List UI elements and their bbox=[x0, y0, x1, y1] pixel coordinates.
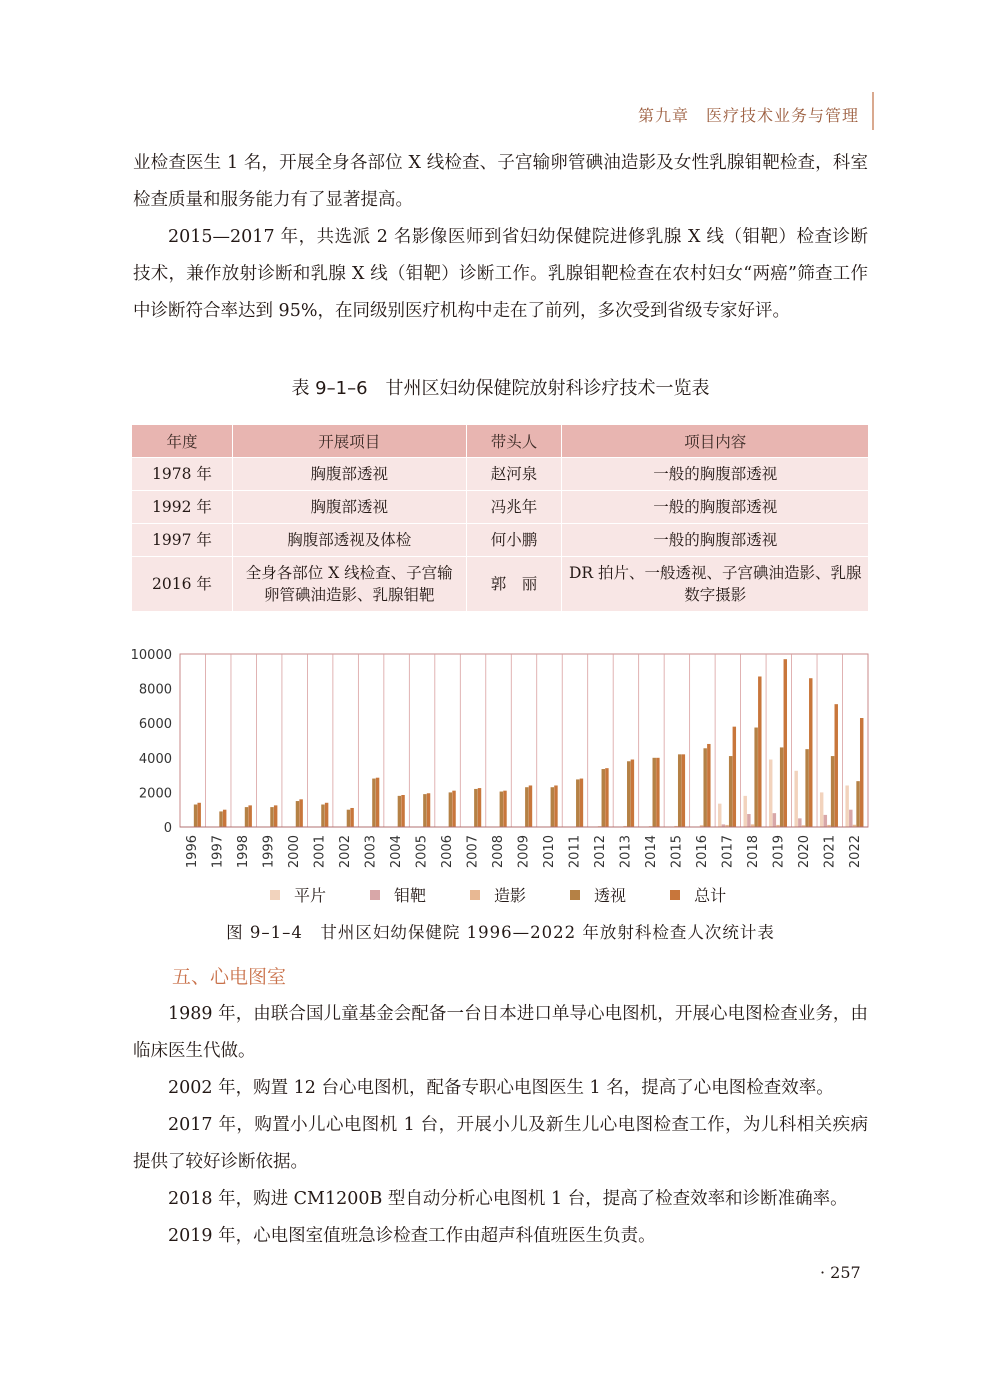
legend-item bbox=[670, 883, 726, 906]
x-tick-label: 2018 bbox=[745, 835, 761, 869]
bar bbox=[248, 805, 251, 827]
bar bbox=[350, 808, 353, 827]
section-paragraph: 2019 年，心电图室值班急诊检查工作由超声科值班医生负责。 bbox=[168, 1226, 656, 1246]
table-cell: 一般的胸腹部透视 bbox=[562, 458, 869, 491]
table-cell: 2016 年 bbox=[132, 557, 233, 612]
table-header-row bbox=[132, 425, 869, 458]
bar bbox=[474, 789, 477, 827]
legend-item bbox=[470, 883, 526, 906]
bar bbox=[296, 801, 299, 827]
section-paragraph: 1989 年，由联合国儿童基金会配备一台日本进口单导心电图机，开展心电图检查业务，由临床医生代做。 bbox=[133, 1004, 868, 1061]
bar bbox=[274, 805, 277, 827]
bar bbox=[525, 787, 528, 827]
table-cell: 冯兆年 bbox=[466, 491, 562, 524]
bar bbox=[376, 778, 379, 827]
paragraph-2: 2015—2017 年，共选派 2 名影像医师到省妇幼保健院进修乳腺 X 线（钼靶）检查诊断技术，兼作放射诊断和乳腺 X 线（钼靶）诊断工作。乳腺钼靶检查在农村妇女“两癌”筛查工作中诊断符合率达到 95%，在同级别医疗机构中走在了前列，多次受到省级专家好评。 bbox=[133, 227, 868, 321]
x-tick-label: 2000 bbox=[287, 835, 303, 869]
legend-swatch bbox=[470, 890, 480, 900]
bar bbox=[554, 785, 557, 827]
x-tick-label: 2014 bbox=[643, 835, 659, 869]
y-tick-label: 10000 bbox=[130, 648, 172, 663]
table-row bbox=[132, 491, 869, 524]
legend-swatch bbox=[270, 890, 280, 900]
bar bbox=[223, 810, 226, 827]
legend-item bbox=[370, 883, 426, 906]
x-tick-label: 2017 bbox=[720, 835, 736, 869]
x-tick-label: 1998 bbox=[236, 835, 252, 869]
bar bbox=[820, 792, 823, 827]
bar bbox=[321, 805, 324, 827]
table-cell: 一般的胸腹部透视 bbox=[562, 524, 869, 557]
legend-swatch bbox=[670, 890, 680, 900]
bar bbox=[860, 718, 863, 827]
bar bbox=[503, 791, 506, 827]
table-row bbox=[132, 557, 869, 612]
x-tick-label: 2021 bbox=[822, 835, 838, 869]
bar bbox=[398, 796, 401, 827]
table-cell: 全身各部位 X 线检查、子宫输卵管碘油造影、乳腺钼靶 bbox=[232, 557, 466, 612]
bar-chart-svg bbox=[120, 640, 880, 920]
section-paragraph: 2018 年，购进 CM1200B 型自动分析心电图机 1 台，提高了检查效率和诊断准确率。 bbox=[168, 1189, 848, 1209]
table-cell: 何小鹏 bbox=[466, 524, 562, 557]
x-tick-label: 2003 bbox=[363, 835, 379, 869]
bar bbox=[835, 704, 838, 827]
bar bbox=[602, 769, 605, 827]
bar bbox=[824, 815, 827, 827]
legend-label: 造影 bbox=[494, 886, 527, 905]
bar bbox=[678, 754, 681, 827]
bar bbox=[551, 787, 554, 827]
x-tick-label: 2015 bbox=[669, 835, 685, 869]
x-tick-label: 2002 bbox=[338, 835, 354, 869]
table-cell: 赵河泉 bbox=[466, 458, 562, 491]
bar bbox=[325, 803, 328, 827]
bar bbox=[529, 785, 532, 827]
x-tick-label: 2022 bbox=[847, 835, 863, 869]
section-paragraph: 2002 年，购置 12 台心电图机，配备专职心电图医生 1 名，提高了心电图检查效率。 bbox=[168, 1078, 834, 1098]
bar bbox=[500, 792, 503, 827]
x-tick-label: 2006 bbox=[440, 835, 456, 869]
legend-swatch bbox=[370, 890, 380, 900]
tech-table bbox=[131, 424, 869, 612]
x-tick-label: 2001 bbox=[312, 835, 328, 869]
bar bbox=[773, 813, 776, 827]
x-tick-label: 2007 bbox=[465, 835, 481, 869]
bar bbox=[780, 747, 783, 827]
legend-label: 总计 bbox=[694, 886, 727, 905]
legend-item bbox=[270, 883, 326, 906]
legend-label: 透视 bbox=[594, 886, 627, 905]
table-cell: 胸腹部透视 bbox=[232, 491, 466, 524]
x-tick-label: 1999 bbox=[261, 835, 277, 869]
bar bbox=[627, 761, 630, 827]
bar bbox=[718, 804, 721, 827]
bar bbox=[245, 807, 248, 827]
chapter-header: 第九章 医疗技术业务与管理 bbox=[637, 106, 859, 125]
bar bbox=[580, 779, 583, 827]
x-tick-label: 2011 bbox=[567, 835, 583, 869]
y-tick-label: 6000 bbox=[138, 717, 172, 733]
bar bbox=[744, 796, 747, 827]
section-title: 五、心电图室 bbox=[172, 966, 287, 988]
section-paragraph: 2017 年，购置小儿心电图机 1 台，开展小儿及新生儿心电图检查工作，为儿科相关疾病提供了较好诊断依据。 bbox=[133, 1115, 868, 1172]
table-cell: 胸腹部透视及体检 bbox=[232, 524, 466, 557]
legend-item bbox=[570, 883, 626, 906]
paragraph-1: 业检查医生 1 名，开展全身各部位 X 线检查、子宫输卵管碘油造影及女性乳腺钼靶检查，科室检查质量和服务能力有了显著提高。 bbox=[133, 153, 868, 210]
x-tick-label: 2010 bbox=[541, 835, 557, 869]
bar bbox=[194, 805, 197, 827]
y-tick-label: 8000 bbox=[138, 682, 172, 698]
bar bbox=[798, 818, 801, 827]
bar bbox=[758, 676, 761, 827]
header-cell: 带头人 bbox=[466, 425, 562, 458]
bar bbox=[219, 811, 222, 827]
x-tick-label: 2005 bbox=[414, 835, 430, 869]
bar bbox=[347, 810, 350, 827]
x-tick-label: 2019 bbox=[771, 835, 787, 869]
table-cell: 一般的胸腹部透视 bbox=[562, 491, 869, 524]
x-tick-label: 2020 bbox=[796, 835, 812, 869]
bar bbox=[733, 727, 736, 827]
header-divider bbox=[872, 92, 874, 130]
page-number: · 257 bbox=[820, 1263, 861, 1282]
y-tick-label: 2000 bbox=[138, 786, 172, 802]
bar bbox=[423, 794, 426, 827]
bar bbox=[652, 758, 655, 827]
header-cell: 项目内容 bbox=[562, 425, 869, 458]
bar bbox=[372, 779, 375, 827]
table-cell: 1992 年 bbox=[132, 491, 233, 524]
legend-label: 平片 bbox=[294, 886, 327, 905]
plot-frame bbox=[180, 654, 868, 827]
table-title: 表 9–1–6 甘州区妇幼保健院放射科诊疗技术一览表 bbox=[291, 378, 710, 399]
bar bbox=[805, 749, 808, 827]
bar bbox=[682, 754, 685, 827]
bar bbox=[784, 659, 787, 827]
table-cell: 胸腹部透视 bbox=[232, 458, 466, 491]
bar bbox=[856, 781, 859, 827]
bar bbox=[729, 756, 732, 827]
bar bbox=[754, 728, 757, 827]
header-cell: 年度 bbox=[132, 425, 233, 458]
table-row bbox=[132, 458, 869, 491]
x-tick-label: 2016 bbox=[694, 835, 710, 869]
x-tick-label: 1997 bbox=[210, 835, 226, 869]
bar bbox=[452, 791, 455, 827]
x-tick-label: 2008 bbox=[491, 835, 507, 869]
table-cell: DR 拍片、一般透视、子宫碘油造影、乳腺数字摄影 bbox=[562, 557, 869, 612]
bar bbox=[703, 748, 706, 827]
table-cell: 郭 丽 bbox=[466, 557, 562, 612]
table-cell: 1978 年 bbox=[132, 458, 233, 491]
bar bbox=[769, 760, 772, 827]
x-tick-label: 2013 bbox=[618, 835, 634, 869]
bar bbox=[576, 779, 579, 827]
bar-chart bbox=[120, 640, 880, 920]
table-row bbox=[132, 524, 869, 557]
header-cell: 开展项目 bbox=[232, 425, 466, 458]
bar bbox=[747, 814, 750, 827]
bar bbox=[631, 760, 634, 827]
bar bbox=[270, 807, 273, 827]
y-tick-label: 0 bbox=[163, 821, 172, 836]
bar bbox=[794, 771, 797, 827]
x-tick-label: 2012 bbox=[592, 835, 608, 869]
bar bbox=[605, 768, 608, 827]
bar bbox=[849, 810, 852, 827]
bar bbox=[831, 756, 834, 827]
x-tick-label: 2004 bbox=[389, 835, 405, 869]
bar bbox=[656, 758, 659, 827]
y-tick-label: 4000 bbox=[138, 751, 172, 767]
figure-caption: 图 9–1–4 甘州区妇幼保健院 1996—2022 年放射科检查人次统计表 bbox=[226, 923, 775, 942]
table-cell: 1997 年 bbox=[132, 524, 233, 557]
bar bbox=[809, 678, 812, 827]
bar bbox=[449, 792, 452, 827]
x-tick-label: 2009 bbox=[516, 835, 532, 869]
bar bbox=[299, 799, 302, 827]
chart-legend bbox=[270, 883, 770, 906]
bar bbox=[845, 785, 848, 827]
legend-label: 钼靶 bbox=[394, 886, 427, 905]
bar bbox=[707, 744, 710, 827]
bar bbox=[197, 803, 200, 827]
bar bbox=[478, 788, 481, 827]
bar bbox=[427, 793, 430, 827]
bar bbox=[401, 795, 404, 827]
legend-swatch bbox=[570, 890, 580, 900]
x-tick-label: 1996 bbox=[185, 835, 201, 869]
